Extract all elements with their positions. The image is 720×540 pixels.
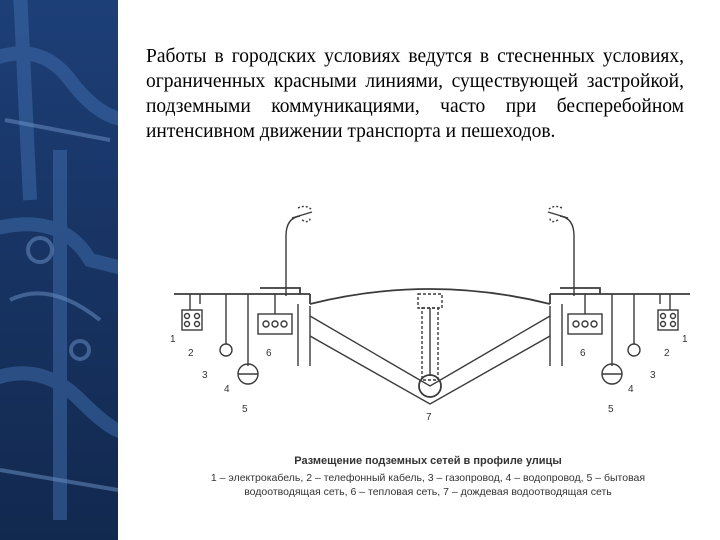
figure-caption (168, 455, 688, 499)
label-right-3: 3 (650, 370, 656, 381)
left-utilities (182, 294, 292, 384)
label-right-2: 2 (664, 348, 670, 359)
left-street-lamp (286, 206, 312, 296)
label-right-4: 4 (628, 384, 634, 395)
label-left-6: 6 (266, 348, 272, 359)
label-right-1: 1 (682, 334, 688, 345)
label-left-1: 1 (170, 334, 176, 345)
body-paragraph: Работы в городских условиях ведутся в стесненных условиях, ограниченных красными линиями, существующей застройкой, подземными коммуникациями, часто при бесперебойном интенсивном движении транспорта и пешеходов. (146, 46, 684, 142)
caption-legend-line-2: водоотводящая сеть, 6 – тепловая сеть, 7 – дождевая водоотводящая сеть (244, 486, 612, 498)
caption-title: Размещение подземных сетей в профиле улицы (294, 455, 562, 467)
label-left-4: 4 (224, 384, 230, 395)
label-left-2: 2 (188, 348, 194, 359)
pipes-background-image (0, 0, 118, 540)
label-right-6: 6 (580, 348, 586, 359)
right-utilities (568, 294, 678, 384)
caption-legend-line-1: 1 – электрокабель, 2 – телефонный кабель, 3 – газопровод, 4 – водопровод, 5 – бытовая (210, 472, 646, 484)
label-left-3: 3 (202, 370, 208, 381)
right-street-lamp (548, 206, 574, 296)
decorative-side-panel (0, 0, 118, 540)
label-left-5: 5 (242, 404, 248, 415)
label-right-5: 5 (608, 404, 614, 415)
label-center-7: 7 (426, 412, 432, 423)
